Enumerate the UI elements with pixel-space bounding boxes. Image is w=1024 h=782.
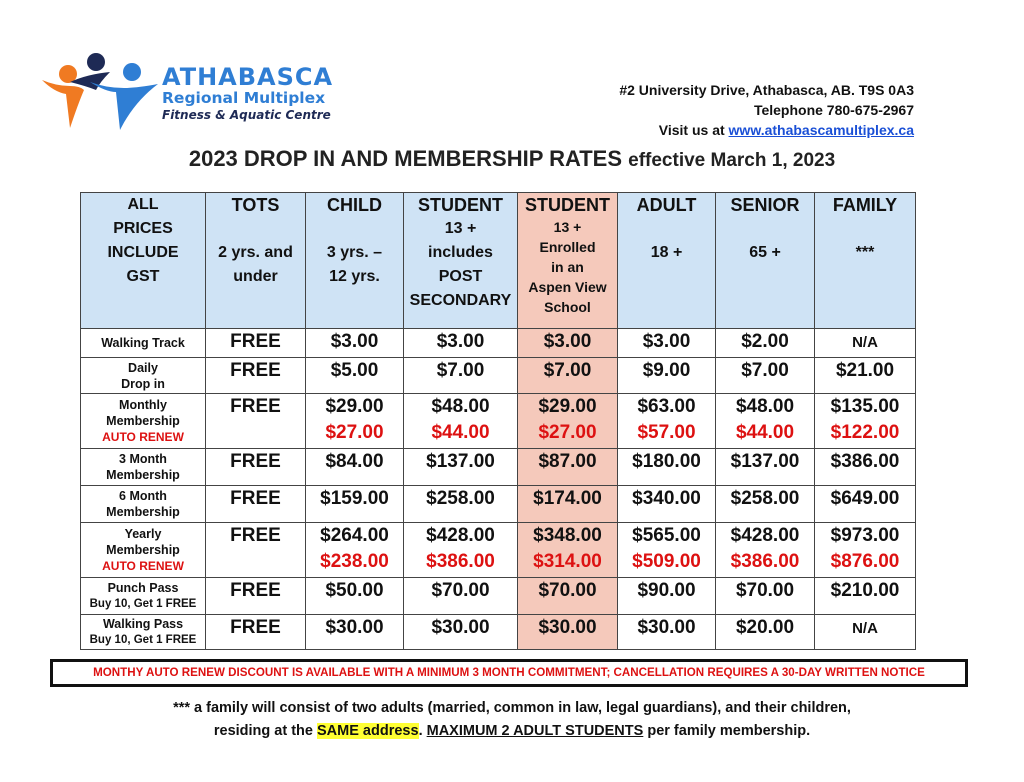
price-value: N/A bbox=[852, 334, 878, 351]
price-cell bbox=[618, 523, 716, 578]
column-sub bbox=[306, 217, 403, 241]
price-cell bbox=[404, 578, 518, 615]
price-cell bbox=[306, 329, 404, 358]
price-cell bbox=[716, 394, 815, 449]
column-sub: 2 yrs. and bbox=[218, 244, 293, 261]
column-sub: 12 yrs. bbox=[329, 268, 380, 285]
row-label bbox=[81, 449, 206, 486]
price-cell bbox=[815, 523, 916, 578]
corner-line: GST bbox=[126, 268, 160, 285]
row-label bbox=[81, 394, 206, 449]
footnote-mid: . bbox=[418, 723, 427, 739]
price-cell bbox=[716, 449, 815, 486]
column-sub: 13 + bbox=[553, 219, 582, 235]
row-label-sub: Membership bbox=[106, 468, 180, 482]
price-cell bbox=[206, 578, 306, 615]
column-sub: 65 + bbox=[749, 244, 781, 261]
logo-figures-icon bbox=[40, 52, 160, 132]
price-cell bbox=[206, 329, 306, 358]
price-cell bbox=[618, 329, 716, 358]
table-row bbox=[81, 449, 916, 486]
price-cell bbox=[404, 523, 518, 578]
row-label-sub: Drop in bbox=[121, 376, 165, 391]
price-value: $428.00 bbox=[426, 525, 495, 546]
price-value: $3.00 bbox=[436, 331, 485, 352]
website-line bbox=[619, 120, 914, 140]
price-value: $3.00 bbox=[543, 331, 592, 352]
row-label-sub: Membership bbox=[106, 543, 180, 557]
price-value: $3.00 bbox=[330, 331, 379, 352]
column-sub: POST bbox=[438, 268, 483, 285]
column-sub bbox=[206, 217, 305, 241]
price-value: $7.00 bbox=[436, 360, 485, 381]
footnote-line-1: *** a family will consist of two adults (married, common in law, legal guardians), and their children, bbox=[173, 700, 851, 716]
page-title bbox=[0, 146, 1024, 172]
price-value: $70.00 bbox=[538, 580, 597, 601]
row-label-sub: Buy 10, Get 1 FREE bbox=[89, 598, 197, 610]
price-value: $30.00 bbox=[431, 617, 490, 638]
price-value: $159.00 bbox=[320, 488, 389, 509]
price-value: FREE bbox=[230, 488, 281, 509]
price-value: $7.00 bbox=[741, 360, 789, 381]
price-cell bbox=[404, 449, 518, 486]
price-value: N/A bbox=[852, 620, 878, 637]
header-student-3 bbox=[404, 193, 518, 329]
footnote-post: per family membership. bbox=[643, 723, 811, 739]
price-value: FREE bbox=[230, 396, 281, 417]
table-body bbox=[81, 329, 916, 650]
price-cell bbox=[618, 449, 716, 486]
column-name: STUDENT bbox=[418, 195, 503, 215]
footnote-pre: residing at the bbox=[213, 723, 318, 739]
price-cell bbox=[518, 523, 618, 578]
corner-line: INCLUDE bbox=[107, 244, 179, 261]
auto-renew-price: $27.00 bbox=[325, 422, 384, 443]
column-sub: *** bbox=[855, 244, 875, 261]
price-cell bbox=[206, 523, 306, 578]
max-students-underline: MAXIMUM 2 ADULT STUDENTS bbox=[426, 723, 644, 739]
price-cell bbox=[716, 578, 815, 615]
price-cell bbox=[815, 615, 916, 650]
price-value: $29.00 bbox=[538, 396, 597, 417]
brand-name: ATHABASCA bbox=[162, 63, 334, 91]
price-value: $3.00 bbox=[642, 331, 691, 352]
price-cell bbox=[518, 578, 618, 615]
contact-block bbox=[619, 80, 914, 140]
row-label-main: Daily bbox=[128, 360, 158, 375]
price-cell bbox=[404, 358, 518, 394]
title-effective: effective March 1, 2023 bbox=[628, 150, 836, 171]
price-value: $210.00 bbox=[830, 580, 900, 601]
header-child-2 bbox=[306, 193, 404, 329]
row-label-main: Monthly bbox=[119, 398, 167, 412]
price-value: $70.00 bbox=[735, 580, 795, 601]
price-value: $50.00 bbox=[325, 580, 384, 601]
row-label-main: 3 Month bbox=[119, 452, 167, 466]
price-value: $258.00 bbox=[730, 488, 800, 509]
column-name: SENIOR bbox=[730, 195, 800, 215]
column-sub: includes bbox=[428, 244, 493, 261]
row-label-main: Yearly bbox=[124, 527, 162, 541]
auto-renew-price: $44.00 bbox=[431, 422, 490, 443]
column-name: FAMILY bbox=[832, 195, 898, 215]
price-value: $174.00 bbox=[533, 488, 602, 509]
price-value: $137.00 bbox=[730, 451, 800, 472]
corner-line: PRICES bbox=[113, 220, 173, 237]
price-cell bbox=[618, 358, 716, 394]
price-value: $973.00 bbox=[830, 525, 900, 546]
header-corner bbox=[81, 193, 206, 329]
price-value: $428.00 bbox=[730, 525, 800, 546]
brand-tagline: Fitness & Aquatic Centre bbox=[162, 108, 331, 122]
price-value: $20.00 bbox=[735, 617, 795, 638]
website-link[interactable]: www.athabascamultiplex.ca bbox=[728, 122, 914, 138]
price-value: FREE bbox=[230, 525, 281, 546]
column-name: ADULT bbox=[636, 195, 697, 215]
price-value: $7.00 bbox=[543, 360, 592, 381]
row-label bbox=[81, 523, 206, 578]
price-cell bbox=[716, 486, 815, 523]
header-row bbox=[81, 193, 916, 329]
table-row bbox=[81, 358, 916, 394]
auto-renew-price: $876.00 bbox=[830, 551, 900, 572]
auto-renew-label: AUTO RENEW bbox=[102, 559, 184, 573]
price-cell bbox=[404, 615, 518, 650]
visit-prefix: Visit us at bbox=[658, 122, 729, 138]
price-value: $84.00 bbox=[325, 451, 384, 472]
column-sub: in an bbox=[551, 259, 584, 275]
price-value: $348.00 bbox=[533, 525, 602, 546]
price-cell bbox=[518, 394, 618, 449]
price-cell bbox=[518, 486, 618, 523]
price-cell bbox=[306, 578, 404, 615]
column-sub: Enrolled bbox=[539, 239, 596, 255]
footnote-line-2 bbox=[0, 720, 1024, 743]
price-cell bbox=[815, 486, 916, 523]
same-address-highlight: SAME address bbox=[317, 723, 419, 739]
price-cell bbox=[716, 523, 815, 578]
price-cell bbox=[206, 449, 306, 486]
price-cell bbox=[618, 615, 716, 650]
family-footnote bbox=[0, 697, 1024, 743]
price-cell bbox=[815, 394, 916, 449]
price-cell bbox=[306, 523, 404, 578]
row-label bbox=[81, 578, 206, 615]
price-cell bbox=[618, 486, 716, 523]
corner-line: ALL bbox=[127, 196, 159, 213]
auto-renew-price: $314.00 bbox=[533, 551, 602, 572]
price-value: $30.00 bbox=[325, 617, 384, 638]
price-cell bbox=[815, 329, 916, 358]
table-row bbox=[81, 486, 916, 523]
price-cell bbox=[206, 486, 306, 523]
phone: Telephone 780-675-2967 bbox=[753, 102, 914, 118]
price-cell bbox=[306, 394, 404, 449]
price-value: $70.00 bbox=[431, 580, 490, 601]
price-value: FREE bbox=[230, 580, 281, 601]
price-cell bbox=[404, 394, 518, 449]
price-value: $30.00 bbox=[538, 617, 597, 638]
price-cell bbox=[206, 615, 306, 650]
column-name: TOTS bbox=[231, 195, 280, 215]
auto-renew-price: $122.00 bbox=[830, 422, 900, 443]
row-label-sub: Membership bbox=[106, 505, 180, 519]
auto-renew-price: $386.00 bbox=[426, 551, 495, 572]
price-cell bbox=[815, 358, 916, 394]
price-cell bbox=[716, 615, 815, 650]
price-value: $48.00 bbox=[735, 396, 795, 417]
price-cell bbox=[815, 578, 916, 615]
auto-renew-label: AUTO RENEW bbox=[102, 430, 184, 444]
price-cell bbox=[206, 358, 306, 394]
table-row bbox=[81, 394, 916, 449]
price-value: $386.00 bbox=[830, 451, 900, 472]
row-label-main: Walking Track bbox=[101, 336, 185, 350]
price-cell bbox=[618, 394, 716, 449]
table-row bbox=[81, 615, 916, 650]
column-name: STUDENT bbox=[525, 195, 610, 215]
header-student-4 bbox=[518, 193, 618, 329]
row-label-main: Walking Pass bbox=[102, 617, 184, 631]
column-sub: Aspen View bbox=[528, 279, 607, 295]
auto-renew-price: $386.00 bbox=[730, 551, 800, 572]
price-value: $2.00 bbox=[741, 331, 789, 352]
price-cell bbox=[716, 358, 815, 394]
auto-renew-notice: MONTHY AUTO RENEW DISCOUNT IS AVAILABLE WITH A MINIMUM 3 MONTH COMMITMENT; CANCELLATION REQUIRES A 30-DAY WRITTEN NOTICE bbox=[50, 659, 968, 687]
header-tots-1 bbox=[206, 193, 306, 329]
price-value: $340.00 bbox=[632, 488, 701, 509]
column-sub: SECONDARY bbox=[409, 292, 512, 309]
table-row bbox=[81, 578, 916, 615]
price-cell bbox=[518, 449, 618, 486]
price-value: $565.00 bbox=[632, 525, 701, 546]
price-cell bbox=[518, 329, 618, 358]
price-value: FREE bbox=[230, 451, 281, 472]
auto-renew-price: $27.00 bbox=[538, 422, 597, 443]
price-value: $258.00 bbox=[426, 488, 495, 509]
row-label-main: 6 Month bbox=[119, 489, 167, 503]
price-value: $63.00 bbox=[637, 396, 696, 417]
price-value: $5.00 bbox=[330, 360, 379, 381]
row-label bbox=[81, 358, 206, 394]
price-value: $29.00 bbox=[325, 396, 384, 417]
row-label-sub: Buy 10, Get 1 FREE bbox=[89, 634, 197, 646]
price-value: $48.00 bbox=[431, 396, 490, 417]
header-family-7 bbox=[815, 193, 916, 329]
price-cell bbox=[518, 615, 618, 650]
price-value: $21.00 bbox=[835, 360, 895, 381]
price-value: $137.00 bbox=[426, 451, 495, 472]
price-cell bbox=[518, 358, 618, 394]
address: #2 University Drive, Athabasca, AB. T9S 0A3 bbox=[619, 82, 914, 98]
price-value: FREE bbox=[230, 360, 281, 381]
column-sub: 3 yrs. – bbox=[326, 244, 383, 261]
price-value: FREE bbox=[230, 617, 281, 638]
header-adult-5 bbox=[618, 193, 716, 329]
price-value: $90.00 bbox=[637, 580, 696, 601]
row-label bbox=[81, 615, 206, 650]
price-cell bbox=[306, 449, 404, 486]
price-value: $264.00 bbox=[320, 525, 389, 546]
auto-renew-price: $509.00 bbox=[632, 551, 701, 572]
price-value: $87.00 bbox=[538, 451, 597, 472]
price-cell bbox=[306, 358, 404, 394]
price-cell bbox=[306, 615, 404, 650]
price-cell bbox=[618, 578, 716, 615]
auto-renew-price: $238.00 bbox=[320, 551, 389, 572]
brand-subtitle: Regional Multiplex bbox=[162, 89, 326, 107]
price-cell bbox=[404, 329, 518, 358]
title-main: 2023 DROP IN AND MEMBERSHIP RATES bbox=[188, 146, 623, 171]
auto-renew-price: $57.00 bbox=[637, 422, 696, 443]
row-label bbox=[81, 329, 206, 358]
price-value: $180.00 bbox=[632, 451, 701, 472]
auto-renew-price: $44.00 bbox=[735, 422, 795, 443]
column-sub: 13 + bbox=[444, 220, 477, 237]
price-value: $649.00 bbox=[830, 488, 900, 509]
table-row bbox=[81, 329, 916, 358]
price-cell bbox=[716, 329, 815, 358]
row-label-main: Punch Pass bbox=[107, 581, 179, 595]
table-row bbox=[81, 523, 916, 578]
row-label-sub: Membership bbox=[106, 414, 180, 428]
price-cell bbox=[306, 486, 404, 523]
price-cell bbox=[815, 449, 916, 486]
price-cell bbox=[404, 486, 518, 523]
header-senior-6 bbox=[716, 193, 815, 329]
price-value: $9.00 bbox=[642, 360, 691, 381]
rates-table bbox=[80, 192, 916, 650]
column-sub: School bbox=[544, 299, 591, 315]
logo-text bbox=[162, 65, 333, 123]
price-cell bbox=[206, 394, 306, 449]
price-value: $135.00 bbox=[830, 396, 900, 417]
column-sub: under bbox=[233, 268, 278, 285]
column-sub: 18 + bbox=[650, 244, 683, 261]
column-name: CHILD bbox=[327, 195, 382, 215]
row-label bbox=[81, 486, 206, 523]
price-value: $30.00 bbox=[637, 617, 696, 638]
price-value: FREE bbox=[230, 331, 281, 352]
